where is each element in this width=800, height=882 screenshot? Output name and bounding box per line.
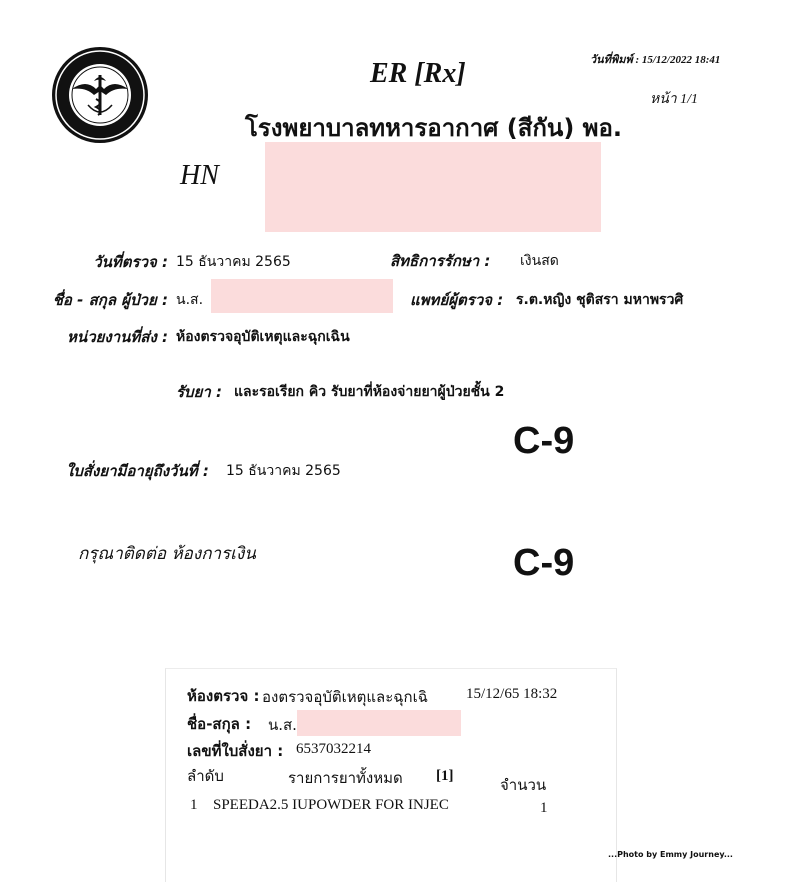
receipt-name-prefix: น.ส. <box>268 716 297 734</box>
hospital-name: โรงพยาบาลทหารอากาศ (สีกัน) พอ. <box>245 114 623 142</box>
doctor-name: ร.ต.หญิง ชุติสรา มหาพรวศิ <box>516 292 684 308</box>
patient-name-redaction <box>211 279 393 313</box>
receipt-datetime: 15/12/65 18:32 <box>466 686 558 702</box>
rights-label: สิทธิการรักษา : <box>390 252 491 270</box>
receipt-room-label: ห้องตรวจ : <box>187 687 260 705</box>
col-qty-header: จำนวน <box>500 776 547 794</box>
dept-value: ห้องตรวจอุบัติเหตุและฉุกเฉิน <box>176 329 350 345</box>
dept-label: หน่วยงานที่ส่ง : <box>67 328 168 346</box>
receipt-rx-number: 6537032214 <box>296 741 371 757</box>
print-date: วันที่พิมพ์ : 15/12/2022 18:41 <box>590 54 721 66</box>
pickup-label: รับยา : <box>176 383 223 401</box>
receipt-name-label: ชื่อ-สกุล : <box>187 715 252 733</box>
receipt-name-redaction <box>297 710 461 736</box>
patient-label: ชื่อ - สกุล ผู้ป่วย : <box>52 291 168 309</box>
hn-label: HN <box>180 160 219 191</box>
col-order-header: ลำดับ <box>187 767 224 785</box>
contact-note: กรุณาติดต่อ ห้องการเงิน <box>78 544 256 564</box>
item-name: SPEEDA2.5 IUPOWDER FOR INJEC <box>213 797 449 813</box>
item-qty: 1 <box>540 800 548 816</box>
patient-prefix: น.ส. <box>176 292 204 308</box>
exam-date: 15 ธันวาคม 2565 <box>176 254 291 270</box>
expiry-date: 15 ธันวาคม 2565 <box>226 463 341 479</box>
queue-code: C-9 <box>513 420 575 462</box>
hn-redaction <box>265 142 601 232</box>
receipt-rx-label: เลขที่ใบสั่งยา : <box>187 742 284 760</box>
receipt-room: องตรวจอุบัติเหตุและฉุกเฉิ <box>262 688 428 706</box>
rights-value: เงินสด <box>520 253 559 269</box>
page-number: หน้า 1/1 <box>650 92 699 107</box>
hospital-seal-icon <box>50 45 150 145</box>
item-order: 1 <box>190 797 198 813</box>
document-title: ER [Rx] <box>370 58 466 89</box>
col-items-header: รายการยาทั้งหมด <box>288 769 403 787</box>
exam-date-label: วันที่ตรวจ : <box>93 253 168 271</box>
expiry-label: ใบสั่งยามีอายุถึงวันที่ : <box>66 462 209 480</box>
pickup-value: และรอเรียก คิว รับยาที่ห้องจ่ายยาผู้ป่วยชั้น 2 <box>234 384 505 400</box>
photo-credit: ...Photo by Emmy Journey... <box>608 850 733 859</box>
doctor-label: แพทย์ผู้ตรวจ : <box>410 291 504 309</box>
col-items-count: [1] <box>436 768 454 784</box>
queue-code-2: C-9 <box>513 542 575 584</box>
